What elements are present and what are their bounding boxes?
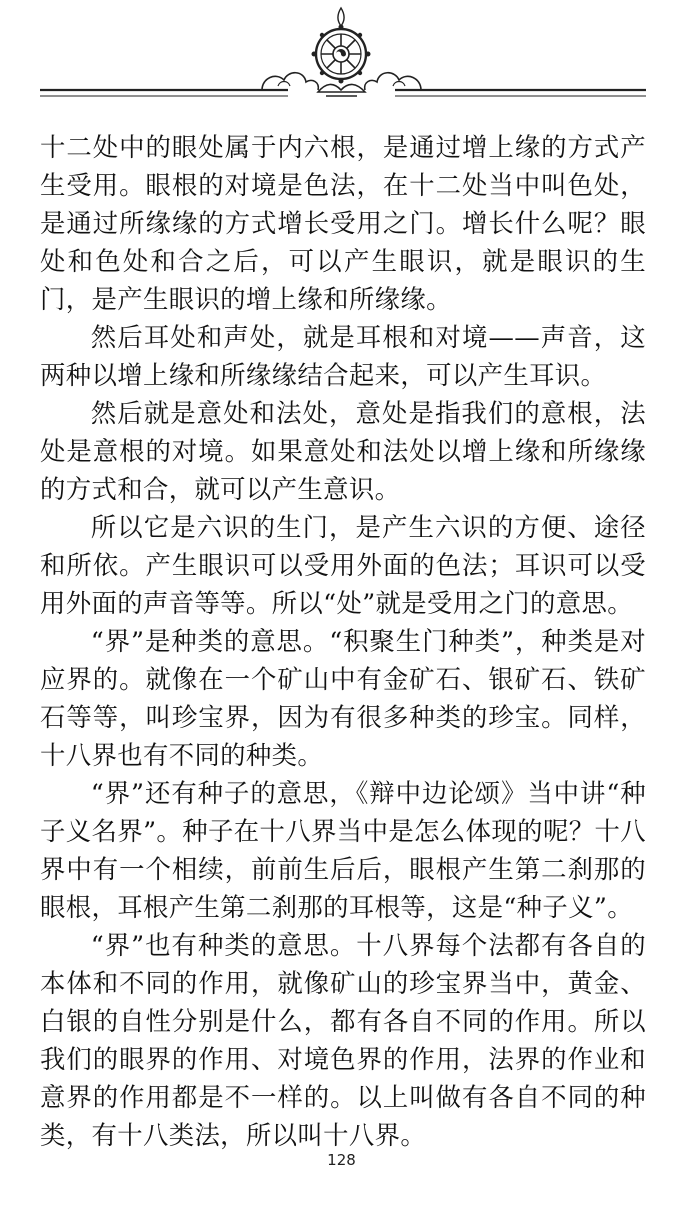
paragraph: 十二处中的眼处属于内六根，是通过增上缘的方式产生受用。眼根的对境是色法，在十二处当中叫色处，是通过所缘缘的方式增长受用之门。增长什么呢？眼处和色处和合之后，可以产生眼识，就是眼识的生门，是产生眼识的增上缘和所缘缘。 — [40, 132, 646, 314]
page-number: 128 — [327, 1151, 356, 1169]
paragraph: “界”还有种子的意思，《辩中边论颂》当中讲“种子义名界”。种子在十八界当中是怎么体现的呢？十八界中有一个相续，前前生后后，眼根产生第二刹那的眼根，耳根产生第二刹那的耳根等，这是“种子义”。 — [40, 778, 646, 922]
paragraph: “界”是种类的意思。“积聚生门种类”，种类是对应界的。就像在一个矿山中有金矿石、银矿石、铁矿石等等，叫珍宝界，因为有很多种类的珍宝。同样，十八界也有不同的种类。 — [40, 626, 646, 770]
paragraph: 然后就是意处和法处，意处是指我们的意根，法处是意根的对境。如果意处和法处以增上缘和所缘缘的方式和合，就可以产生意识。 — [40, 398, 646, 504]
page-body-text — [40, 128, 646, 1154]
paragraph: 所以它是六识的生门，是产生六识的方便、途径和所依。产生眼识可以受用外面的色法；耳识可以受用外面的声音等等。所以“处”就是受用之门的意思。 — [40, 512, 646, 618]
page-header-ornament — [0, 0, 683, 110]
dharma-wheel-icon — [0, 0, 683, 110]
paragraph: 然后耳处和声处，就是耳根和对境——声音，这两种以增上缘和所缘缘结合起来，可以产生耳识。 — [40, 322, 646, 390]
paragraph: “界”也有种类的意思。十八界每个法都有各自的本体和不同的作用，就像矿山的珍宝界当中，黄金、白银的自性分别是什么，都有各自不同的作用。所以我们的眼界的作用、对境色界的作用，法界的作业和意界的作用都是不一样的。以上叫做有各自不同的种类，有十八类法，所以叫十八界。 — [40, 930, 646, 1150]
